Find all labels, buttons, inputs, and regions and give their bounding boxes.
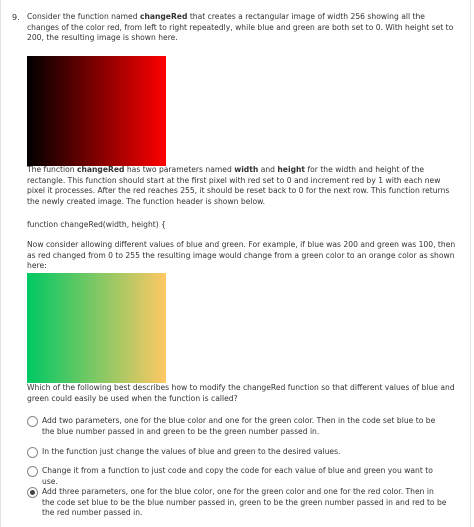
green-orange-gradient-image [27, 273, 166, 383]
question-intro: Consider the function named changeRed that creates a rectangular image of width 256 showing all the changes of the color red, from left to right repeatedly, while blue and green are both set to 0. With height set to 200, the resulting image is shown here. [27, 12, 454, 42]
parameters-description: The function changeRed has two parameters named width and height for the width and height of the rectangle. This function should start at the first pixel with red set to 0 and increment red by 1 with each new pixel it processes. After the red reaches 255, it should be reset back to 0 for the next row. This function returns the newly created image. The function header is shown below. [27, 165, 450, 206]
blue-green-description: Now consider allowing different values of blue and green. For example, if blue was 200 and green was 100, then as red changed from 0 to 255 the resulting image would change from a green color to an orange color as shown here: [27, 240, 456, 270]
function-header-code: function changeRed(width, height) { [27, 220, 166, 229]
function-name: changeRed [139, 12, 188, 21]
radio-button-a[interactable] [27, 416, 38, 427]
answer-option-label: In the function just change the values of blue and green to the desired values. [42, 447, 341, 456]
red-gradient-image [27, 56, 166, 166]
answer-option-label: Add two parameters, one for the blue color and one for the green color. Then in the code set blue to be the blue number passed in and green to be the green number passed in. [42, 416, 436, 436]
radio-button-c[interactable] [27, 466, 38, 477]
radio-button-b[interactable] [27, 447, 38, 458]
answer-option-label: Change it from a function to just code and copy the code for each value of blue and green you want to use. [42, 466, 433, 486]
question-prompt: Which of the following best describes how to modify the changeRed function so that different values of blue and green could easily be used when the function is called? [27, 383, 455, 403]
question-number: 9. [12, 13, 20, 22]
answer-option-label: Add three parameters, one for the blue color, one for the green color and one for the red color. Then in the code set blue to be the blue number passed in, green to be the green number passed in and red to be the red number passed in. [42, 487, 447, 517]
radio-button-d[interactable] [27, 487, 38, 498]
